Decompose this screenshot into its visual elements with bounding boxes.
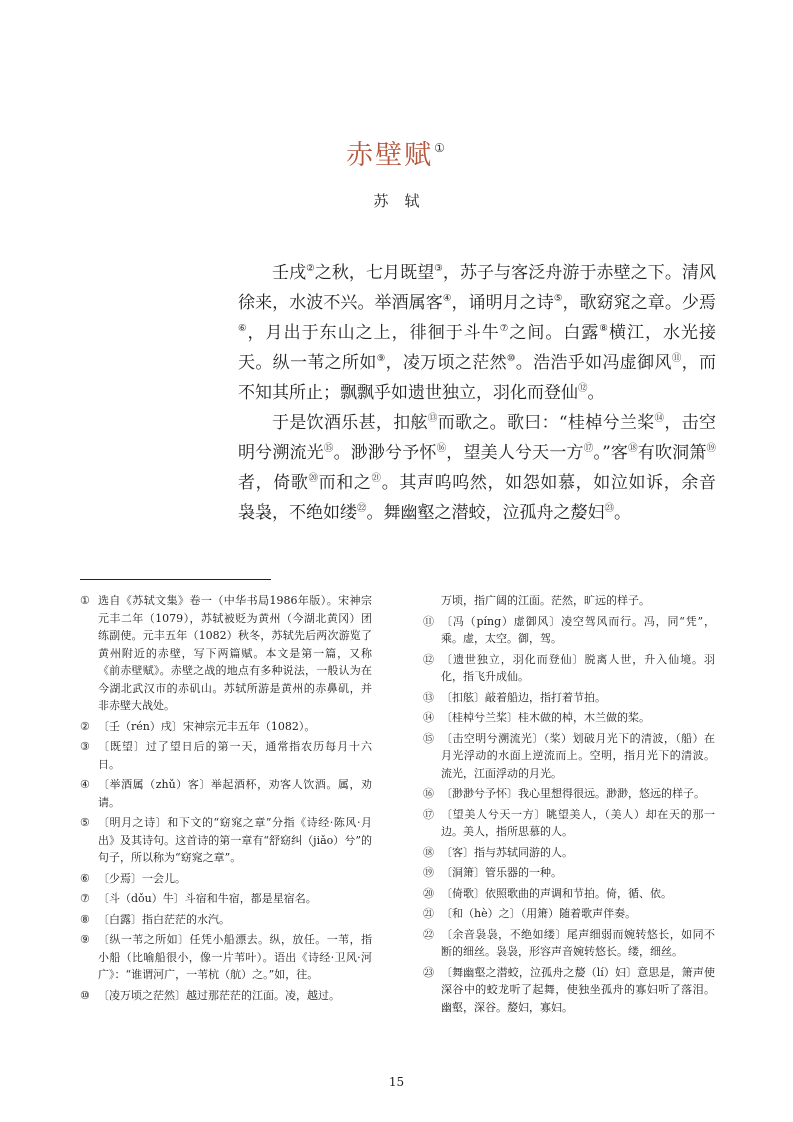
footnote-text: 〔白露〕指白茫茫的水汽。	[98, 912, 230, 926]
footnote-item	[423, 844, 715, 862]
footnote-number: ㉑	[423, 907, 434, 920]
text-run: ，歌窈窕之章。少焉	[562, 293, 717, 313]
footnote-item	[80, 814, 372, 867]
footnote-number: ⑩	[80, 988, 90, 1002]
footnote-ref: ⑪	[671, 353, 682, 364]
footnote-item	[423, 651, 715, 686]
footnote-text: 〔倚歌〕依照歌曲的声调和节拍。倚，循、依。	[441, 886, 672, 900]
footnote-number: ①	[80, 594, 90, 607]
footnote-ref: ②	[306, 263, 315, 274]
title-text: 赤壁赋	[346, 140, 434, 171]
author-surname: 苏	[373, 192, 389, 210]
text-run: ，诵明月之诗	[451, 293, 554, 313]
text-run: ，凌万顷之茫然	[385, 353, 507, 373]
footnote-number: ⑨	[80, 933, 90, 946]
page-number: 15	[388, 1075, 405, 1089]
footnote-item	[80, 592, 372, 715]
text-run: 。浩浩乎如冯虚御风	[515, 353, 672, 373]
text-run: 之秋，七月既望	[314, 263, 435, 283]
footnote-number: ⑬	[423, 690, 434, 704]
footnote-text: 〔击空明兮溯流光〕（桨）划破月光下的清波，（船）在月光浮动的水面上逆流而上。空明，指月光下的清波。流光，江面浮动的月光。	[441, 731, 715, 780]
text-run: ，月出于东山之上，徘徊于斗牛	[247, 323, 500, 343]
main-text	[238, 258, 716, 528]
footnote-number: ⑪	[423, 614, 434, 628]
footnote-number: ⑲	[423, 866, 434, 879]
footnote-ref: ⑫	[578, 383, 588, 394]
footnote-ref: ⑮	[323, 443, 334, 454]
author-line	[0, 190, 793, 211]
footnote-text: 万顷，指广阔的江面。茫然，旷远的样子。	[441, 594, 650, 607]
footnotes-right-column	[423, 592, 715, 1019]
footnote-ref: ③	[434, 263, 443, 274]
footnote-text: 〔客〕指与苏轼同游的人。	[441, 845, 573, 859]
footnote-ref: ㉒	[357, 503, 367, 514]
footnote-item	[423, 885, 715, 903]
footnotes-left-column	[80, 592, 372, 1019]
footnote-number: ⑦	[80, 892, 90, 905]
footnote-number: ㉒	[423, 927, 434, 941]
text-run: 。舞幽壑之潜蛟，泣孤舟之嫠妇	[366, 503, 605, 523]
text-run: 。渺渺兮予怀	[333, 443, 437, 463]
text-run: 。	[587, 383, 605, 403]
footnote-item	[80, 776, 372, 811]
footnote-ref: ⑳	[308, 473, 319, 484]
footnote-number: ⑭	[423, 711, 434, 724]
footnote-number: ⑥	[80, 871, 90, 885]
footnote-text: 〔斗（dǒu）牛〕斗宿和牛宿，都是星宿名。	[98, 892, 317, 905]
footnote-number: ⑮	[423, 731, 434, 745]
footnote-number: ⑫	[423, 652, 434, 666]
footnote-number: ③	[80, 740, 90, 753]
footnote-text: 〔扣舷〕敲着船边，指打着节拍。	[441, 690, 606, 704]
text-run: 于是饮酒乐甚，扣舷	[272, 413, 428, 433]
footnote-text: 〔桂棹兮兰桨〕桂木做的棹，木兰做的桨。	[441, 711, 650, 724]
footnote-ref: ⑥	[238, 323, 248, 334]
footnote-number: ⑳	[423, 886, 434, 900]
footnote-text: 〔望美人兮天一方〕眺望美人，（美人）却在天的那一边。美人，指所思慕的人。	[441, 807, 715, 838]
author-given-name: 轼	[404, 192, 420, 210]
text-run: 有吹洞箫	[637, 443, 707, 463]
paragraph-1	[238, 258, 716, 408]
footnote-item	[423, 806, 715, 841]
footnote-text: 〔和（hè）之〕（用箫）随着歌声伴奏。	[441, 907, 637, 920]
paragraph-2	[238, 408, 716, 528]
footnote-text: 〔壬（rén）戌〕宋神宗元丰五年（1082）。	[98, 719, 316, 733]
footnote-ref: ㉑	[371, 473, 382, 484]
footnote-text: 〔洞箫〕管乐器的一种。	[441, 866, 562, 879]
footnotes	[80, 592, 715, 1019]
footnote-text: 〔渺渺兮予怀〕我心里想得很远。渺渺，悠远的样子。	[441, 787, 705, 800]
footnote-ref: ⑲	[706, 443, 717, 454]
footnote-text: 〔冯（píng）虚御风〕凌空驾风而行。冯，同“凭”，乘。虚，太空。御，驾。	[441, 614, 715, 645]
footnote-text: 选自《苏轼文集》卷一（中华书局1986年版）。宋神宗元丰二年（1079），苏轼被贬为黄州（今湖北黄冈）团练副使。元丰五年（1082）秋冬，苏轼先后两次游览了黄州附近的赤壁，写下两篇赋。本文是第一篇，又称《前赤壁赋》。赤壁之战的地点有多种说法，一般认为在今湖北武汉市的赤矶山。苏轼所游是黄州的赤鼻矶，并非赤壁大战处。	[98, 594, 372, 712]
footnote-item	[423, 689, 715, 707]
footnote-item	[423, 864, 715, 882]
footnote-number: ⑧	[80, 912, 90, 926]
text-run: 而歌之。歌曰：“桂棹兮兰桨	[437, 413, 655, 433]
footnote-number: ⑤	[80, 816, 90, 829]
footnote-text: 〔余音袅袅，不绝如缕〕尾声细弱而婉转悠长，如同不断的细丝。袅袅，形容声音婉转悠长。缕，细丝。	[441, 927, 715, 958]
footnote-text: 〔凌万顷之茫然〕越过那茫茫的江面。凌，越过。	[98, 988, 340, 1002]
footnote-item	[423, 709, 715, 727]
footnote-item	[423, 964, 715, 1017]
footnote-text: 〔举酒属（zhǔ）客〕举起酒杯，劝客人饮酒。属，劝请。	[98, 778, 372, 809]
footnote-text: 〔舞幽壑之潜蛟，泣孤舟之嫠（lí）妇〕意思是，箫声使深谷中的蛟龙听了起舞，使独坐孤舟的寡妇听了落泪。幽壑，深谷。嫠妇，寡妇。	[441, 965, 715, 1014]
footnote-ref: ⑱	[628, 443, 638, 454]
footnote-item	[423, 730, 715, 783]
text-run: ，望美人兮天一方	[446, 443, 584, 463]
text-run: ，击空明兮溯流光	[238, 413, 716, 463]
footnote-ref: ⑨	[376, 353, 386, 364]
footnote-item	[80, 718, 372, 736]
footnote-item	[80, 911, 372, 929]
footnote-ref: ⑤	[553, 293, 563, 304]
text-run: ，苏子与客泛舟游于赤壁之下。清风徐来，水波不兴。举酒属客	[238, 263, 716, 313]
footnote-text: 〔少焉〕一会儿。	[98, 871, 186, 885]
footnote-number: ④	[80, 778, 90, 791]
footnote-ref: ⑬	[427, 413, 438, 424]
title-footnote-marker: ①	[434, 141, 447, 155]
footnote-item	[423, 785, 715, 803]
footnote-number: ㉓	[423, 965, 434, 979]
footnote-item	[423, 905, 715, 923]
text-run: 壬戌	[272, 263, 307, 283]
footnote-item	[80, 890, 372, 908]
footnote-divider	[80, 579, 271, 580]
text-run: 者，倚歌	[238, 473, 309, 493]
text-run: 横江，水光接天。纵一苇之所如	[238, 323, 717, 373]
text-run: 。”客	[593, 443, 629, 463]
footnote-text: 〔既望〕过了望日后的第一天，通常指农历每月十六日。	[98, 740, 372, 771]
text-run: 之间。白露	[509, 323, 600, 343]
footnote-number: ⑯	[423, 787, 434, 800]
text-run: 。	[614, 503, 632, 523]
text-run: 而和之	[318, 473, 372, 493]
footnote-item	[423, 926, 715, 961]
footnote-text: 〔明月之诗〕和下文的“窈窕之章”分指《诗经·陈风·月出》及其诗句。这首诗的第一章有“舒窈纠（jiǎo）兮”的句子，所以称为“窈窕之章”。	[98, 816, 372, 864]
text-run: 。其声呜呜然，如怨如慕，如泣如诉，余音袅袅，不绝如缕	[238, 473, 716, 523]
footnote-ref: ⑩	[506, 353, 516, 364]
footnote-item	[80, 931, 372, 984]
footnote-ref: ④	[442, 293, 452, 304]
text-run: ，而不知其所止；飘飘乎如遗世独立，羽化而登仙	[238, 353, 716, 403]
footnote-number: ⑰	[423, 807, 434, 821]
footnote-ref: ㉓	[604, 503, 615, 514]
footnote-item	[423, 592, 715, 610]
footnote-item	[80, 870, 372, 888]
footnote-ref: ⑧	[599, 323, 609, 334]
footnote-text: 〔纵一苇之所如〕任凭小船漂去。纵，放任。一苇，指小船（比喻船很小，像一片苇叶）。语出《诗经·卫风·河广》：“谁谓河广，一苇杭（航）之。”如，往。	[98, 933, 372, 981]
footnote-text: 〔遗世独立，羽化而登仙〕脱离人世，升入仙境。羽化，指飞升成仙。	[441, 652, 715, 683]
footnote-item	[423, 613, 715, 648]
footnote-item	[80, 738, 372, 773]
footnote-number: ⑱	[423, 845, 434, 859]
footnote-ref: ⑯	[436, 443, 447, 454]
footnote-number: ②	[80, 719, 90, 733]
footnote-item	[80, 987, 372, 1005]
footnote-ref: ⑰	[583, 443, 594, 454]
footnote-ref: ⑦	[499, 323, 510, 334]
footnote-ref: ⑭	[654, 413, 665, 424]
page-title	[0, 133, 793, 172]
